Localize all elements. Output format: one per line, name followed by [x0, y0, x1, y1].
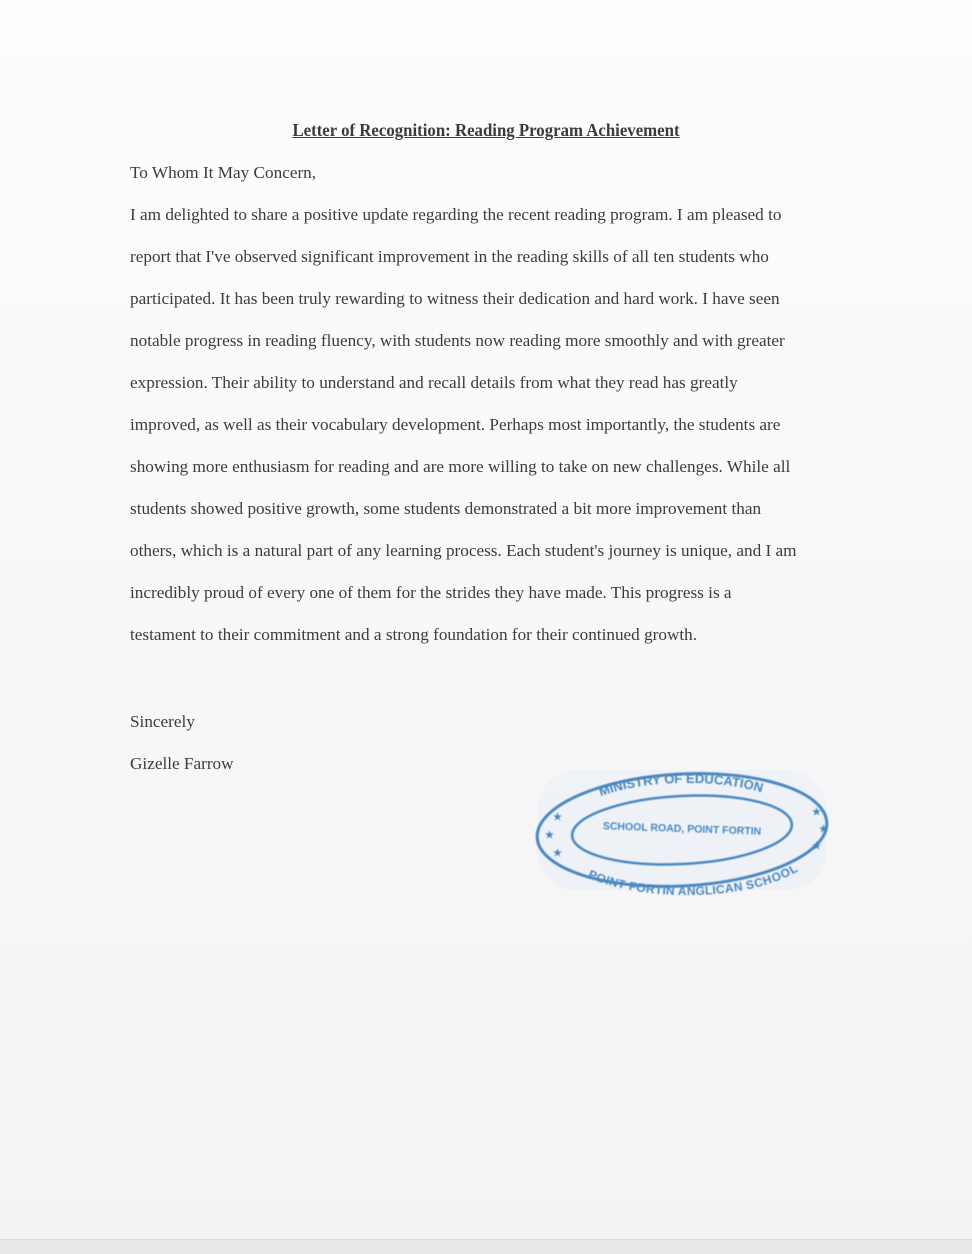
- body-line: testament to their commitment and a strong foundation for their continued growth.: [130, 625, 698, 644]
- stamp-top-text: MINISTRY OF EDUCATION: [596, 770, 765, 800]
- salutation: To Whom It May Concern,: [130, 163, 317, 182]
- school-stamp: [527, 760, 837, 900]
- star-icon: ★: [553, 848, 562, 859]
- letter-title: Letter of Recognition: Reading Program Achievement: [292, 120, 680, 140]
- star-icon: ★: [812, 807, 821, 818]
- body-line: participated. It has been truly rewarding to witness their dedication and hard work. I have seen: [130, 289, 780, 308]
- stamp-bottom-text: POINT FORTIN ANGLICAN SCHOOL: [586, 861, 800, 899]
- page-bottom-edge: [0, 1239, 972, 1254]
- body-line: incredibly proud of every one of them for the strides they have made. This progress is a: [130, 583, 732, 602]
- stamp-middle-text: SCHOOL ROAD, POINT FORTIN: [602, 820, 762, 838]
- closing: Sincerely: [130, 712, 195, 731]
- body-line: improved, as well as their vocabulary development. Perhaps most importantly, the students are: [130, 415, 781, 434]
- body-line: report that I've observed significant improvement in the reading skills of all ten students who: [130, 247, 769, 266]
- star-icon: ★: [553, 812, 562, 823]
- body-line: showing more enthusiasm for reading and are more willing to take on new challenges. While all: [130, 457, 791, 476]
- body-line: notable progress in reading fluency, with students now reading more smoothly and with greater: [130, 331, 785, 350]
- signatory-name: Gizelle Farrow: [130, 754, 234, 773]
- body-line: students showed positive growth, some students demonstrated a bit more improvement than: [130, 499, 762, 518]
- star-icon: ★: [812, 841, 821, 852]
- star-icon: ★: [819, 824, 828, 835]
- star-icon: ★: [545, 830, 554, 841]
- body-line: expression. Their ability to understand and recall details from what they read has greatly: [130, 373, 738, 392]
- body-line: others, which is a natural part of any learning process. Each student's journey is unique, and I am: [130, 541, 797, 560]
- body-line: I am delighted to share a positive update regarding the recent reading program. I am pleased to: [130, 205, 782, 224]
